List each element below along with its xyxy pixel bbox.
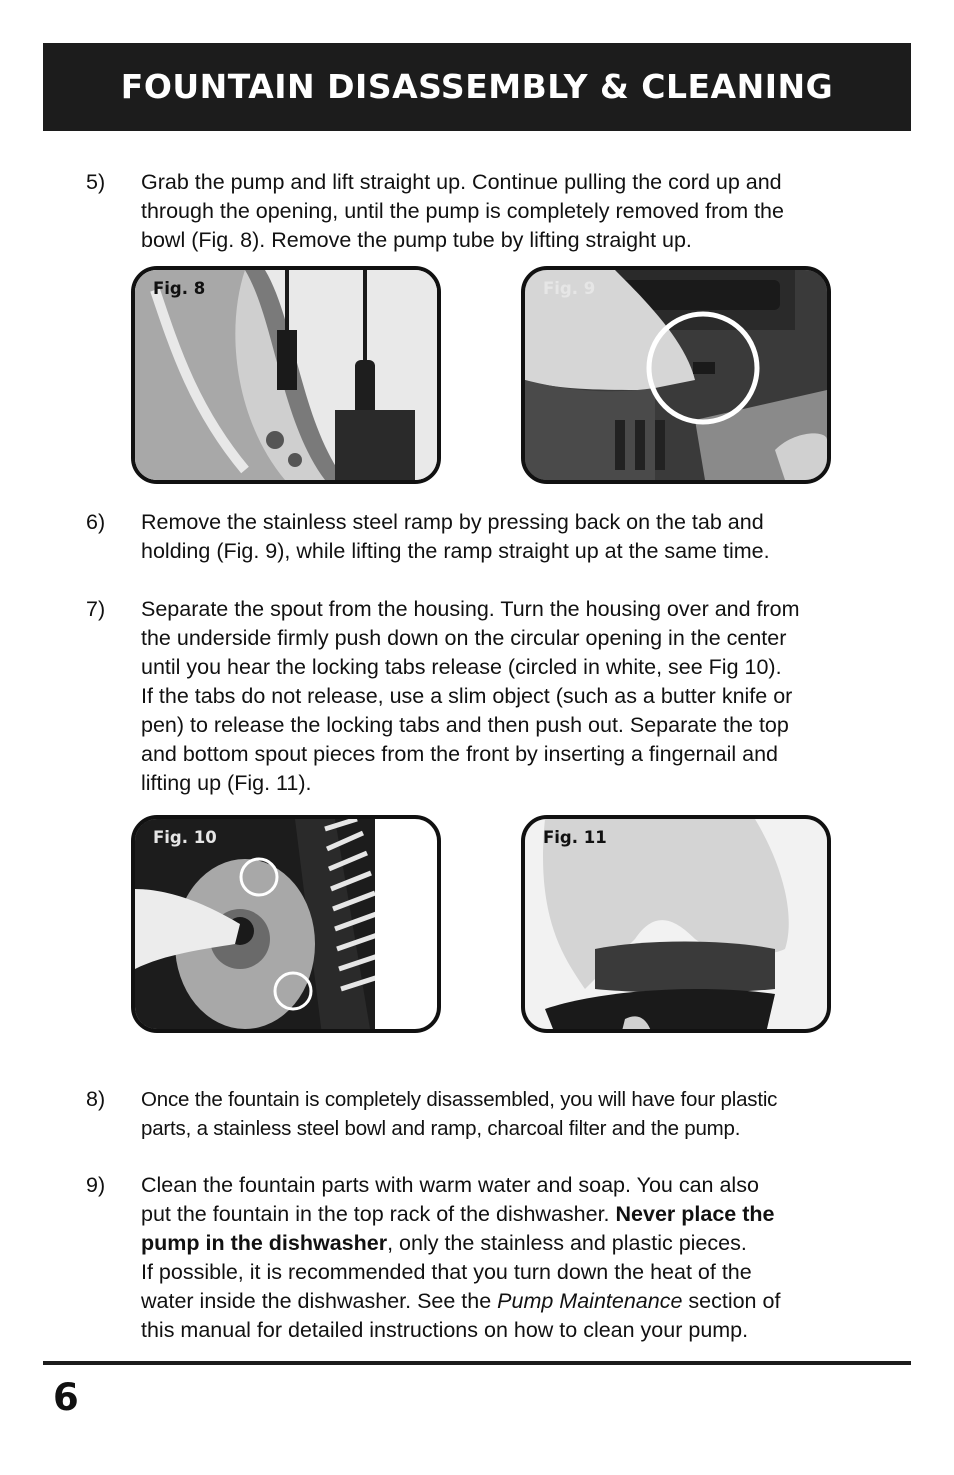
step-line: If the tabs do not release, use a slim object (such as a butter knife or — [141, 684, 793, 708]
page-number: 6 — [53, 1376, 79, 1419]
figure-label: Fig. 11 — [543, 828, 607, 847]
step-line: Once the fountain is completely disassembled, you will have four plastic — [141, 1088, 778, 1111]
step-text-run: , only the stainless and plastic pieces. — [387, 1231, 747, 1255]
step-line: the underside firmly push down on the circular opening in the center — [141, 626, 787, 650]
warning-text: pump in the dishwasher — [141, 1231, 388, 1255]
housing-underside-photo — [135, 819, 437, 1033]
step-text-run: put the fountain in the top rack of the dishwasher. — [141, 1202, 616, 1226]
step-number: 6) — [86, 510, 106, 534]
figure-11 — [521, 815, 831, 1033]
step-line: holding (Fig. 9), while lifting the ramp straight up at the same time. — [141, 539, 770, 563]
step-line — [141, 1229, 876, 1258]
step-text — [141, 168, 876, 255]
step-number: 7) — [86, 597, 106, 621]
section-reference: Pump Maintenance — [497, 1289, 683, 1313]
step-line: parts, a stainless steel bowl and ramp, charcoal filter and the pump. — [141, 1117, 741, 1140]
ramp-tab-photo — [525, 270, 827, 480]
step-line: through the opening, until the pump is completely removed from the — [141, 199, 784, 223]
header-bar — [43, 43, 911, 131]
spout-separation-photo — [525, 819, 827, 1033]
figure-10 — [131, 815, 441, 1033]
step-line: bowl (Fig. 8). Remove the pump tube by lifting straight up. — [141, 228, 692, 252]
step-number: 5) — [86, 170, 106, 194]
step-line: until you hear the locking tabs release (circled in white, see Fig 10). — [141, 655, 782, 679]
pump-photo — [135, 270, 437, 480]
step-line: Separate the spout from the housing. Turn the housing over and from — [141, 597, 800, 621]
step-line: this manual for detailed instructions on how to clean your pump. — [141, 1318, 749, 1342]
page-title: FOUNTAIN DISASSEMBLY & CLEANING — [120, 67, 834, 106]
step-line: lifting up (Fig. 11). — [141, 771, 312, 795]
step-line: Clean the fountain parts with warm water and soap. You can also — [141, 1173, 759, 1197]
step-text-run: water inside the dishwasher. See the — [141, 1289, 498, 1313]
step-line: If possible, it is recommended that you turn down the heat of the — [141, 1260, 752, 1284]
step-text — [141, 1085, 876, 1143]
step-number: 8) — [86, 1087, 106, 1111]
footer-divider — [43, 1361, 911, 1365]
figure-label: Fig. 8 — [153, 279, 206, 298]
figure-label: Fig. 9 — [543, 279, 596, 298]
step-text — [141, 508, 876, 566]
step-line: Remove the stainless steel ramp by pressing back on the tab and — [141, 510, 764, 534]
step-line — [141, 1287, 876, 1316]
warning-text: Never place the — [615, 1202, 775, 1226]
step-text — [141, 1171, 876, 1345]
step-line — [141, 1200, 876, 1229]
figure-label: Fig. 10 — [153, 828, 217, 847]
step-text — [141, 595, 876, 798]
figure-9 — [521, 266, 831, 484]
step-line: pen) to release the locking tabs and then push out. Separate the top — [141, 713, 789, 737]
step-line: Grab the pump and lift straight up. Continue pulling the cord up and — [141, 170, 782, 194]
step-line: and bottom spout pieces from the front by inserting a fingernail and — [141, 742, 779, 766]
figure-8 — [131, 266, 441, 484]
step-number: 9) — [86, 1173, 106, 1197]
step-text-run: section of — [682, 1289, 781, 1313]
